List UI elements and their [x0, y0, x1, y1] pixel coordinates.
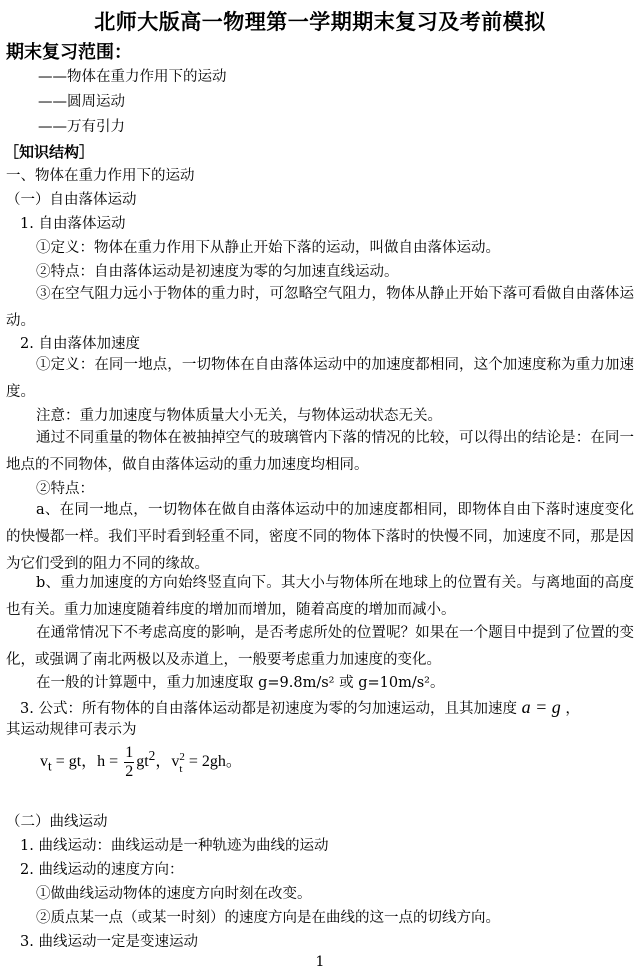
acceleration-equation: a = g: [521, 697, 561, 717]
p1-definition: ①定义：物体在重力作用下从静止开始下落的运动，叫做自由落体运动。: [36, 240, 500, 256]
p1-feature: ②特点：自由落体运动是初速度为零的匀加速直线运动。: [36, 264, 399, 280]
fraction-numerator: 1: [125, 744, 134, 761]
section2-heading: （二）曲线运动: [6, 814, 108, 830]
p2-title: 2. 自由落体加速度: [20, 336, 140, 352]
p2-feature: ②特点：: [36, 481, 94, 497]
document-title: 北师大版高一物理第一学期期末复习及考前模拟: [94, 10, 546, 34]
formula-sub-t: t: [48, 758, 52, 774]
curve-item-2b: ②质点某一点（或某一时刻）的速度方向是在曲线的这一点的切线方向。: [36, 910, 500, 926]
formula-separator: ，: [155, 753, 172, 771]
curve-item-1: 1. 曲线运动：曲线运动是一种轨迹为曲线的运动: [20, 838, 329, 854]
p2-point-a: a、在同一地点，一切物体在做自由落体运动中的加速度都相同，即物体自由下落时速度变化的快慢都一样。我们平时看到轻重不同，密度不同的物体下落时的快慢不同，加速度不同，那是因为它们受到的阻力不同的缘故。: [6, 502, 634, 572]
curve-item-2: 2. 曲线运动的速度方向：: [20, 862, 184, 878]
formula-eq3: = 2gh。: [184, 753, 242, 771]
formula-sup-b: 2: [179, 750, 185, 763]
formula-eq2: gt: [136, 753, 149, 771]
formula-sup: 2: [148, 747, 156, 763]
p1-third: ③在空气阻力远小于物体的重力时，可忽略空气阻力，物体从静止开始下落可看做自由落体运动。: [6, 286, 634, 329]
scope-item-3: ——万有引力: [38, 119, 125, 135]
p1-title: 1. 自由落体运动: [20, 216, 126, 232]
p2-definition: ①定义：在同一地点，一切物体在自由落体运动中的加速度都相同，这个加速度称为重力加速度。: [6, 357, 634, 400]
formula-v: v: [40, 753, 48, 771]
formula-sub-t2: t: [179, 762, 183, 775]
fraction-half: [124, 744, 134, 781]
curve-item-2a: ①做曲线运动物体的速度方向时刻在改变。: [36, 886, 312, 902]
page-number: 1: [315, 954, 325, 970]
free-fall-formula: [40, 744, 242, 790]
p3-formula-intro: [20, 697, 580, 719]
section1-heading: 一、物体在重力作用下的运动: [6, 168, 195, 184]
p2-point-b: b、重力加速度的方向始终竖直向下。其大小与物体所在地球上的位置有关。与离地面的高度也有关。重力加速度随着纬度的增加而增加，随着高度的增加而减小。: [6, 575, 634, 618]
knowledge-heading: ［知识结构］: [4, 143, 95, 161]
section1-sub1: （一）自由落体运动: [6, 192, 137, 208]
curve-item-3: 3. 曲线运动一定是变速运动: [20, 934, 198, 950]
p2-point-d: 在一般的计算题中，重力加速度取 g=9.8m/s² 或 g=10m/s²。: [36, 675, 445, 691]
scope-item-1: ——物体在重力作用下的运动: [38, 69, 227, 85]
p3-continuation: 其运动规律可表示为: [6, 722, 137, 738]
p2-point-c: 在通常情况下不考虑高度的影响，是否考虑所处的位置呢？如果在一个题目中提到了位置的变化，或强调了南北两极以及赤道上，一般要考虑重力加速度的变化。: [6, 625, 634, 668]
formula-eq1: = gt，h =: [51, 753, 123, 771]
formula-v2: v: [171, 753, 180, 771]
p3-tail: ，: [565, 701, 580, 717]
p2-note: 注意：重力加速度与物体质量大小无关，与物体运动状态无关。: [36, 408, 442, 424]
p2-compare: 通过不同重量的物体在被抽掉空气的玻璃管内下落的情况的比较，可以得出的结论是：在同一地点的不同物体，做自由落体运动的重力加速度均相同。: [6, 430, 634, 473]
scope-item-2: ——圆周运动: [38, 94, 125, 110]
scope-heading: 期末复习范围：: [6, 42, 132, 63]
p3-text: 3. 公式：所有物体的自由落体运动都是初速度为零的匀加速运动，且其加速度: [20, 701, 517, 717]
fraction-denominator: 2: [125, 763, 134, 780]
